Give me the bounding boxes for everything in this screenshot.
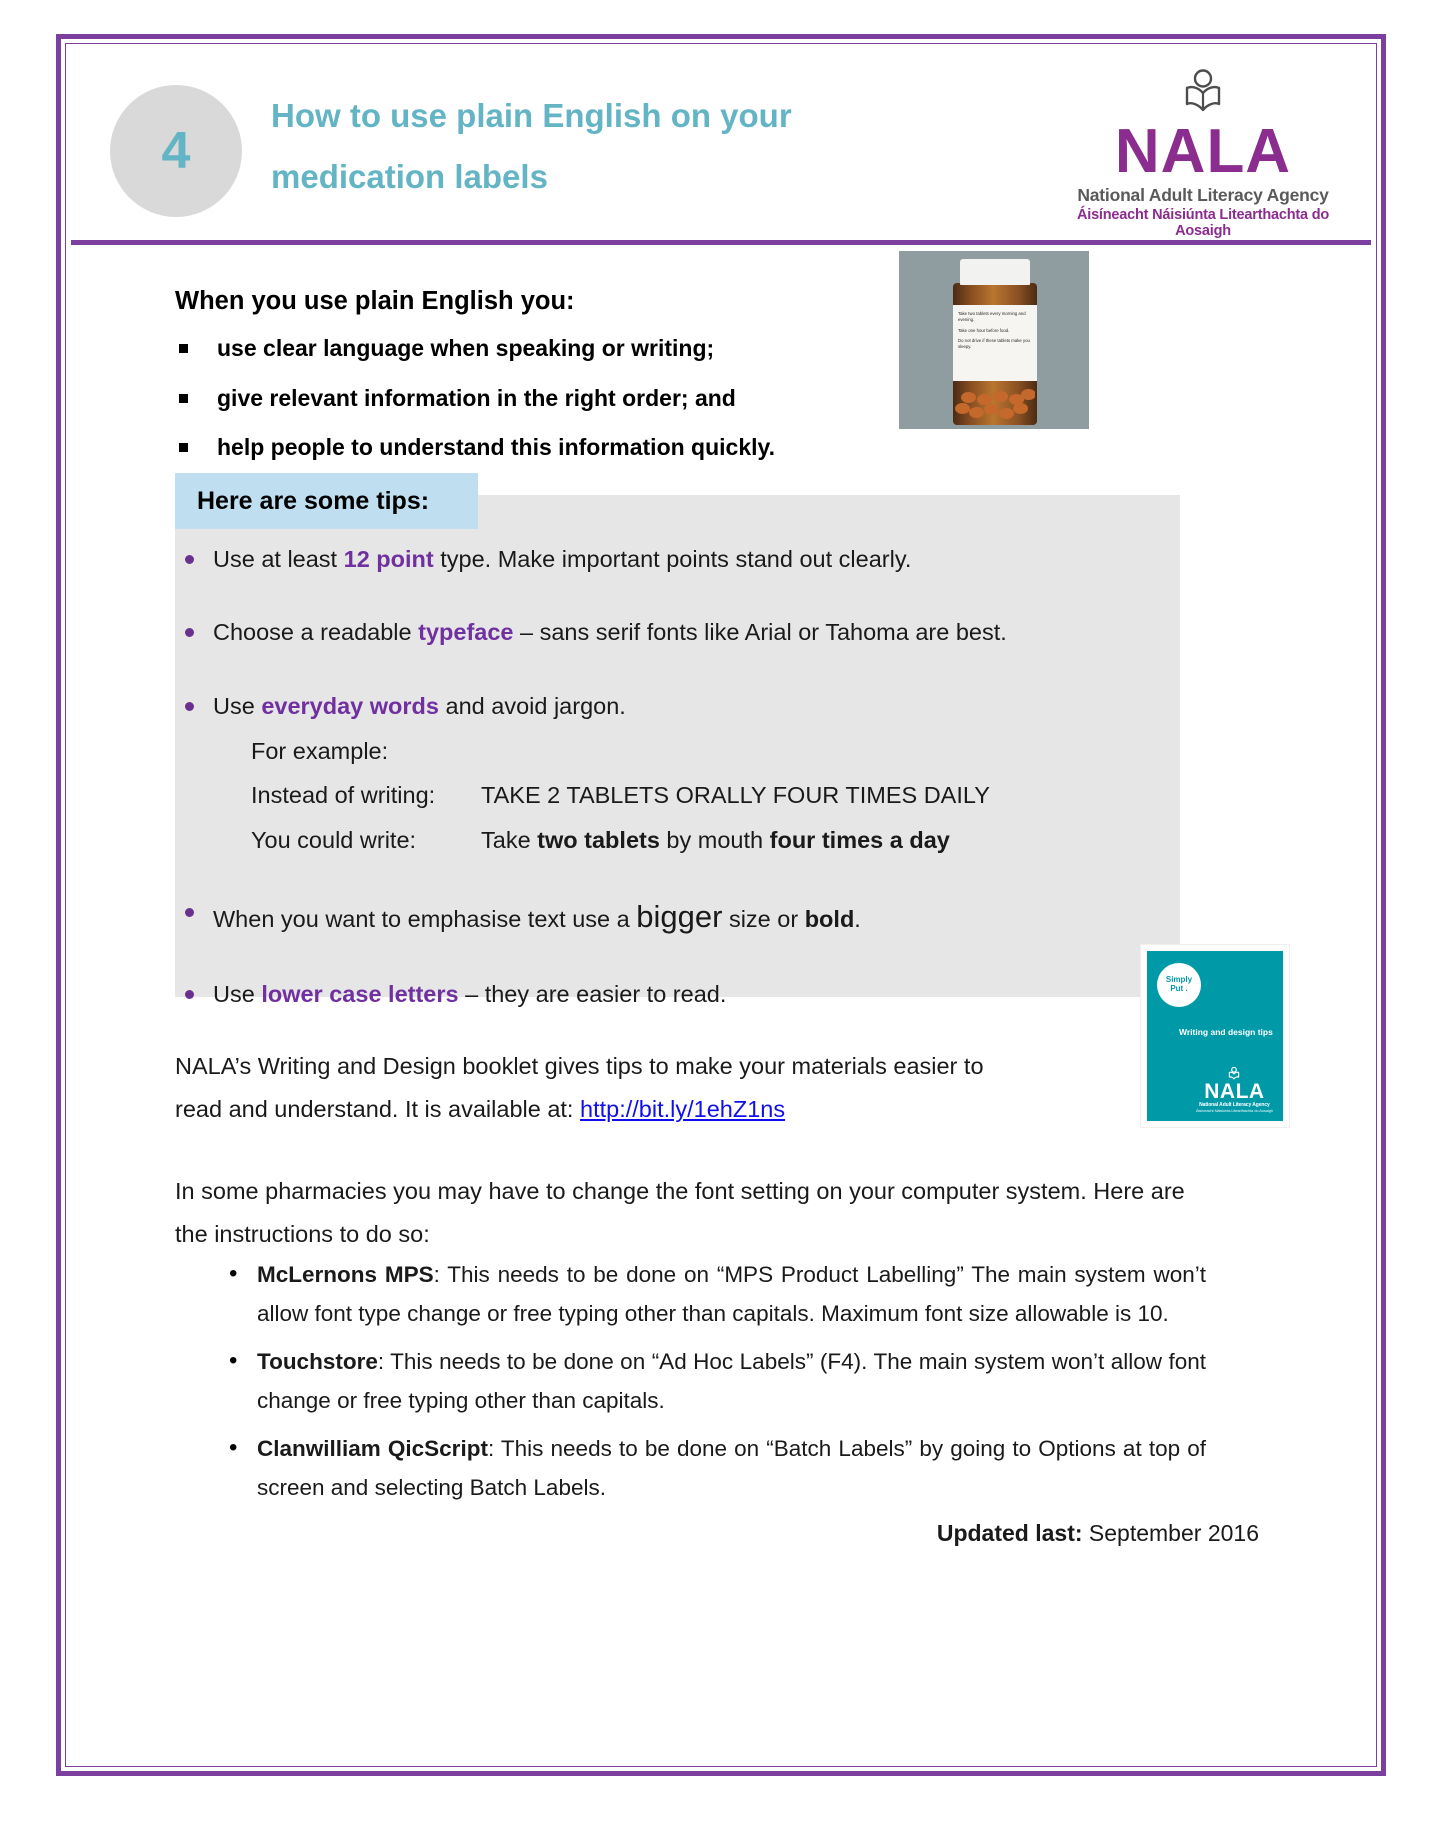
text-run: Use [213,692,262,719]
tip-text [213,898,861,934]
text-run: Choose a readable [213,619,419,646]
keyword-highlight: typeface [418,619,514,646]
nala-subtitle-ga: Áisíneacht Náisiúnta Litearthachta do Aosaigh [1076,206,1330,239]
bottle-label [953,305,1037,381]
text-run: size or [722,905,805,932]
booklet-link[interactable]: http://bit.ly/1ehZ1ns [580,1096,786,1123]
bold-text: four times a day [769,826,950,853]
text-run: Take [481,826,538,853]
nala-logo [1053,69,1353,239]
text-run: and avoid jargon. [438,692,626,719]
footer-value: September 2016 [1088,1520,1259,1546]
tip-item [175,545,1180,574]
bottle-label-line: Do not drive if these tablets make you sleepy. [958,338,1030,350]
text-run: – they are easier to read. [458,981,727,1008]
tip-text [213,693,626,719]
bottle-pills [955,383,1035,421]
nala-subtitle-en: National Adult Literacy Agency [1077,184,1329,205]
booklet-tagline: Writing and design tips [1179,1027,1273,1037]
bottle-cap [960,259,1030,285]
text-run: TAKE 2 TABLETS ORALLY FOUR TIMES DAILY [481,782,990,809]
pharmacy-paragraph: In some pharmacies you may have to change the font setting on your computer system. Here are the instructions to do so: [175,1178,1185,1248]
text-run: – sans serif fonts like Arial or Tahoma are best. [513,619,1007,646]
pharmacy-system-name: Clanwilliam QicScript [257,1435,488,1461]
example-row [251,781,1180,809]
footer-label: Updated last: [936,1520,1083,1546]
section-number: 4 [161,122,191,180]
example-intro: For example: [251,738,389,765]
reader-book-icon [1053,69,1353,121]
intro-list [175,335,915,484]
medication-bottle-photo [899,251,1089,429]
bold-text: two tablets [537,826,660,853]
example-row [251,826,1180,854]
tip-item [175,898,1180,937]
text-run: type. Make important points stand out clearly. [433,546,912,572]
section-number-badge [110,85,242,217]
keyword-highlight: 12 point [343,546,434,572]
bold-text: bold [804,905,855,932]
pharmacy-system-description: : This needs to be done on “Ad Hoc Labels” (F4). The main system won’t allow font change or free typing other than capitals. [257,1348,1206,1414]
simply-put-line2: Put . [1170,984,1188,993]
tips-header-label: Here are some tips: [197,486,430,515]
text-run: Use at least [213,546,344,572]
nala-wordmark: NALA [1114,117,1292,186]
booklet-nala-subtitle-ga: Áisíneacht Náisiúnta Litearthachta do Aosaigh [1195,1108,1273,1113]
booklet-cover-image [1141,945,1289,1127]
pharmacy-system-name: Touchstore [257,1348,378,1374]
list-item: help people to understand this information quickly. [175,434,915,462]
text-run: Use [213,981,262,1008]
document-body [71,245,1371,1761]
pill-bottle-illustration [953,259,1037,425]
pharmacy-system-item [221,1342,1206,1421]
keyword-highlight: everyday words [261,692,439,719]
pharmacy-system-item [221,1255,1206,1334]
intro-heading: When you use plain English you: [175,287,575,315]
tip-text [213,619,1007,645]
booklet-nala-subtitle-en: National Adult Literacy Agency [1199,1102,1270,1108]
page-title-line1: How to use plain English on your [271,97,792,134]
example-value [481,826,1180,854]
pharmacy-system-name: McLernons MPS [257,1262,434,1287]
tip-item [175,692,1180,854]
booklet-nala-logo [1196,1067,1273,1113]
list-item: use clear language when speaking or writing; [175,335,915,363]
page-title [271,85,911,207]
example-block [213,737,1180,854]
bottle-label-line: Take two tablets every morning and evening. [958,311,1026,322]
pharmacy-systems-list [221,1255,1206,1515]
example-value [481,781,1180,809]
booklet-paragraph [175,1045,1005,1132]
keyword-highlight: lower case letters [261,981,459,1008]
pharmacy-system-item [221,1429,1206,1508]
pharmacy-system-description: : This needs to be done on “Batch Labels” by going to Options at top of screen and selecting Batch Labels. [257,1435,1206,1500]
list-item: give relevant information in the right order; and [175,385,915,413]
text-run: When you want to emphasise text use a [213,905,637,932]
booklet-cover [1147,951,1283,1121]
page-border [56,34,1386,1776]
simply-put-line1: Simply [1165,975,1193,985]
bottle-label-line: Take one hour before food. [958,327,1010,333]
example-label: Instead of writing: [251,782,436,809]
pharmacy-system-description: : This needs to be done on “MPS Product Labelling” The main system won’t allow font type change or free typing other than capitals. Maximum font size allowable is 10. [257,1262,1206,1327]
tips-header [175,473,478,529]
footer-updated [937,1520,1259,1547]
example-label: You could write: [251,826,417,853]
simply-put-badge [1157,963,1201,1007]
document-header [71,49,1371,245]
tips-list [175,545,1180,1054]
text-run: . [854,905,861,932]
tip-text [213,981,726,1007]
tip-item [175,980,1180,1009]
bigger-text: bigger [636,898,723,934]
booklet-nala-wordmark: NALA [1204,1080,1265,1104]
tip-text [213,546,911,572]
tip-item [175,618,1180,647]
text-run: by mouth [659,826,770,853]
page-title-line2: medication labels [271,158,548,196]
booklet-paragraph-text: NALA’s Writing and Design booklet gives tips to make your materials easier to read and understand. It is available at: [175,1053,984,1123]
